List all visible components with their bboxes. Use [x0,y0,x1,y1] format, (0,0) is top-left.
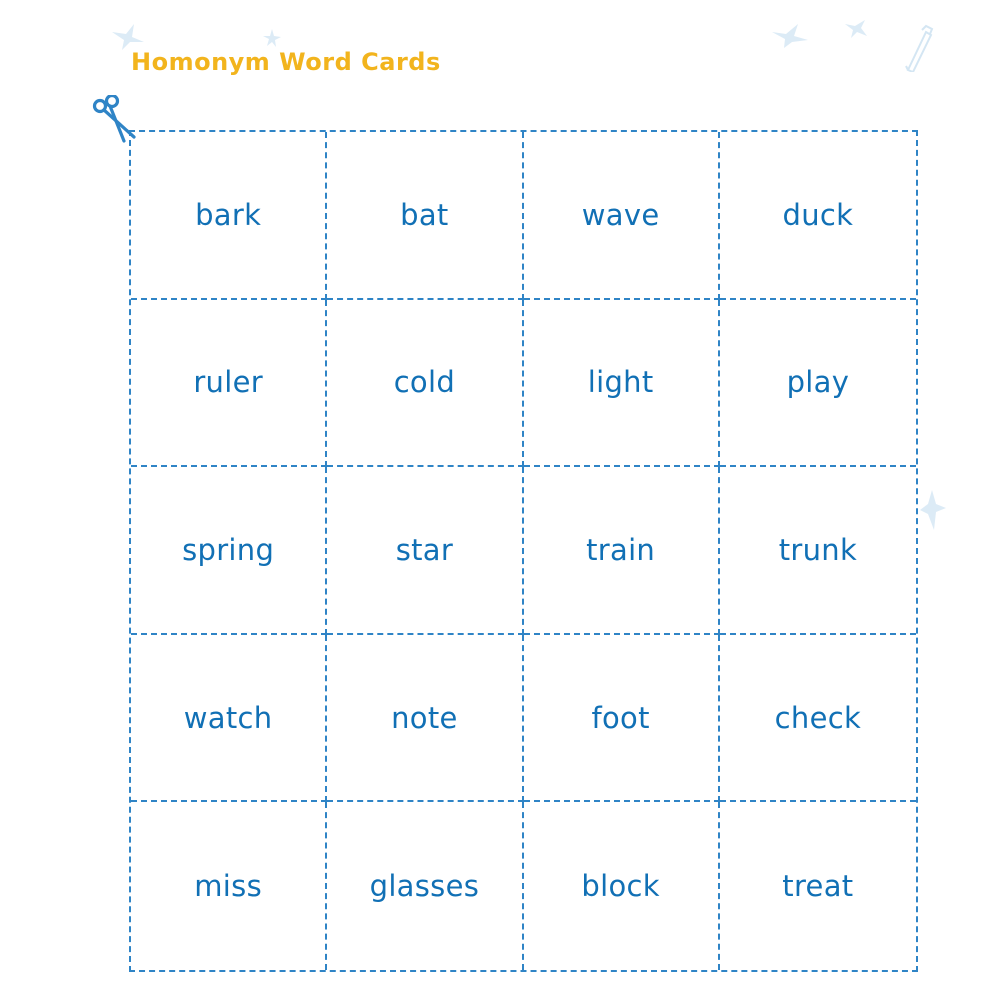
word-card [131,635,327,803]
word-card-text: play [786,365,850,400]
word-card [720,802,916,970]
word-card-text: spring [182,532,275,567]
pencil-icon [900,24,934,72]
word-card [327,132,523,300]
word-card [327,467,523,635]
word-card-text: bark [195,197,262,232]
word-card [524,132,720,300]
star-icon [843,18,869,40]
word-card-text: star [395,532,454,567]
word-card-grid [129,130,918,972]
word-card-text: trunk [778,532,858,567]
word-card [131,802,327,970]
word-card-text: bat [400,197,449,232]
star-icon [770,22,810,50]
word-card-text: check [774,700,862,735]
word-card [327,300,523,468]
word-card [524,300,720,468]
word-card [720,132,916,300]
word-card-text: light [587,365,654,400]
word-card-text: block [581,869,660,904]
word-card-text: glasses [369,869,480,904]
word-card [720,467,916,635]
word-card-text: ruler [193,365,263,400]
word-card-text: cold [393,365,456,400]
word-card [327,802,523,970]
word-card [524,467,720,635]
word-card-text: foot [591,700,650,735]
word-card [524,635,720,803]
page-title: Homonym Word Cards [131,48,441,76]
word-card-text: treat [782,869,854,904]
word-card [524,802,720,970]
word-card [131,300,327,468]
word-card [720,635,916,803]
star-icon [918,488,948,532]
star-icon [262,28,282,48]
word-card [720,300,916,468]
word-card [131,467,327,635]
word-card-text: note [391,700,458,735]
word-card [131,132,327,300]
word-card-text: duck [782,197,854,232]
word-card-text: wave [581,197,660,232]
word-card-text: train [586,532,656,567]
word-card-text: miss [194,869,262,904]
word-card [327,635,523,803]
word-card-text: watch [183,700,273,735]
